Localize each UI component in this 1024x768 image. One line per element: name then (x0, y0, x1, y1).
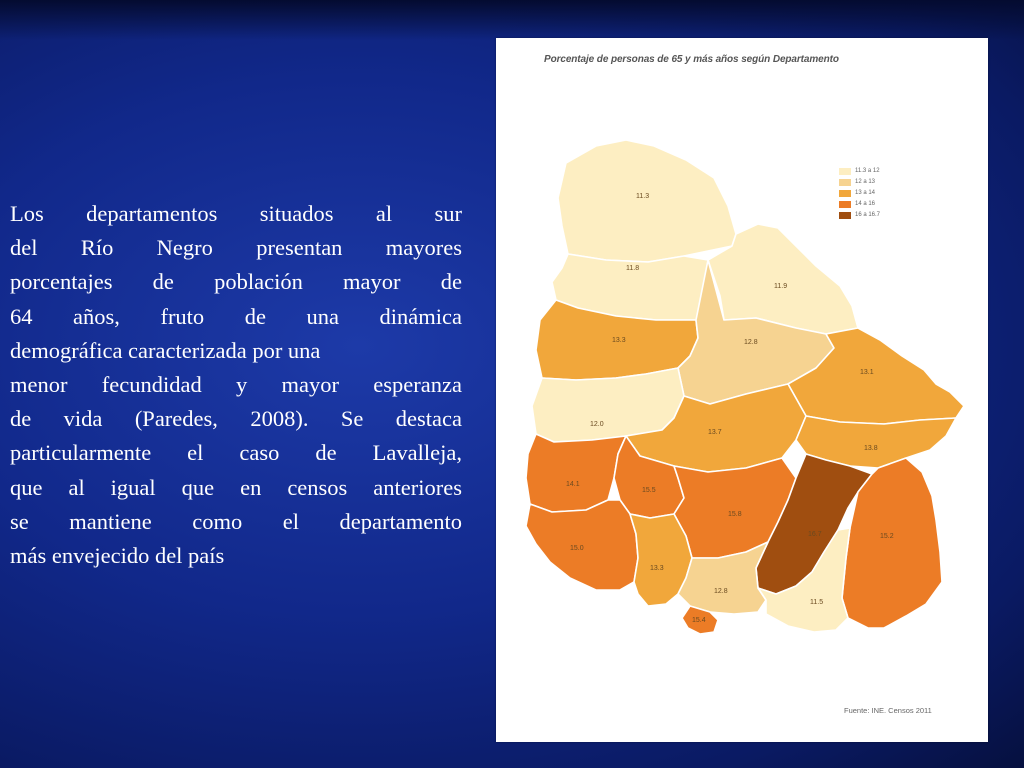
legend-swatch (839, 201, 851, 208)
map-title: Porcentaje de personas de 65 y más años según Departamento (544, 54, 839, 65)
legend-label: 12 a 13 (855, 179, 876, 185)
legend-item (839, 199, 880, 209)
legend-item (839, 188, 880, 198)
department-artigas (558, 140, 736, 262)
department-value-label: 13.7 (708, 429, 722, 436)
legend-label: 13 a 14 (855, 190, 876, 196)
slide-text-line: porcentajes de población mayor de (10, 269, 462, 295)
department-value-label: 14.1 (566, 481, 580, 488)
department-value-label: 15.8 (728, 511, 742, 518)
department-value-label: 13.3 (650, 565, 664, 572)
department-value-label: 15.5 (642, 487, 656, 494)
slide-text-line: que al igual que en censos anteriores (10, 474, 462, 500)
map-source-note: Fuente: INE. Censos 2011 (844, 706, 932, 715)
department-value-label: 13.3 (612, 337, 626, 344)
legend-swatch (839, 168, 851, 175)
slide-top-band (0, 0, 1024, 40)
map-panel (496, 38, 988, 742)
slide-text-line: demográfica caracterizada por una (10, 337, 321, 363)
slide-text-line: Los departamentos situados al sur (10, 201, 462, 226)
department-value-label: 15.4 (692, 617, 706, 624)
department-value-label: 12.8 (714, 588, 728, 595)
map-legend (839, 166, 880, 221)
legend-swatch (839, 212, 851, 219)
department-value-label: 11.9 (774, 283, 788, 290)
legend-label: 14 a 16 (855, 201, 876, 207)
legend-swatch (839, 190, 851, 197)
department-value-label: 12.0 (590, 421, 604, 428)
slide-text-line: más envejecido del país (10, 543, 225, 569)
department-value-label: 15.2 (880, 533, 894, 540)
slide-text-line: se mantiene como el departamento (10, 508, 462, 534)
department-value-label: 16.7 (808, 531, 822, 538)
legend-item (839, 177, 880, 187)
department-value-label: 11.8 (626, 265, 640, 272)
legend-label: 11.3 a 12 (855, 168, 880, 174)
department-value-label: 13.1 (860, 369, 874, 376)
department-value-label: 11.3 (636, 193, 650, 200)
legend-swatch (839, 179, 851, 186)
slide-text-line: 64 años, fruto de una dinámica (10, 303, 462, 329)
department-value-label: 13.8 (864, 445, 878, 452)
department-value-label: 15.0 (570, 545, 584, 552)
department-value-label: 12.8 (744, 339, 758, 346)
legend-item (839, 166, 880, 176)
uruguay-choropleth-map (496, 38, 988, 742)
slide-body-text (10, 197, 462, 573)
slide-text-line: menor fecundidad y mayor esperanza (10, 372, 462, 398)
slide-text-line: del Río Negro presentan mayores (10, 235, 462, 261)
slide-text-line: particularmente el caso de Lavalleja, (10, 440, 462, 466)
slide-text-line: de vida (Paredes, 2008). Se destaca (10, 406, 462, 432)
department-value-label: 11.5 (810, 599, 824, 606)
legend-label: 16 a 16.7 (855, 212, 881, 218)
legend-item (839, 210, 880, 220)
